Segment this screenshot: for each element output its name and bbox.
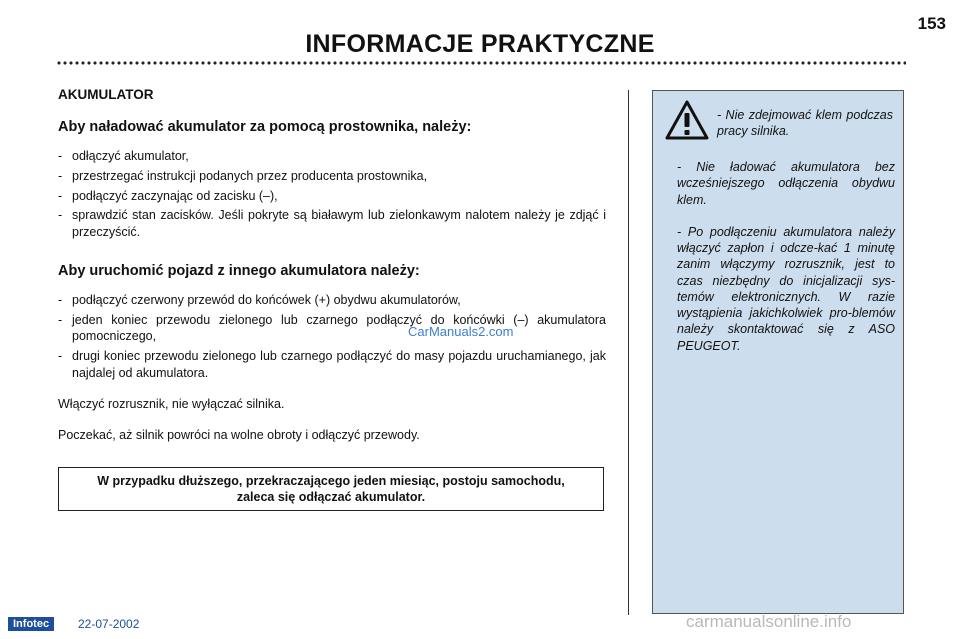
jump-subtitle: Aby uruchomić pojazd z innego akumulatora należy: <box>58 263 420 280</box>
list-item: - Po podłączeniu akumulatora należy włączyć zapłon i odcze-kać 1 minutę zanim włączymy rozrusznik, jest to czas niezbędny do inicjalizacji sys-temów elektronicznych. W razie wystąpienia jakichkolwiek pro-blemów należy skontaktować się z ASO PEUGEOT. <box>677 224 895 353</box>
warning-box <box>652 90 904 614</box>
footer-date: 22-07-2002 <box>78 617 140 631</box>
section-title: AKUMULATOR <box>58 87 154 102</box>
page-number: 153 <box>917 14 946 33</box>
list-item: - drugi koniec przewodu zielonego lub czarnego podłączyć do masy pojazdu uruchamianego, jak najdalej od akumulatora. <box>58 348 606 382</box>
warning-list <box>663 159 895 370</box>
jump-list <box>58 292 606 382</box>
main-content <box>58 86 606 444</box>
column-divider <box>628 90 629 615</box>
footer-site-link[interactable]: carmanualsonline.info <box>686 612 852 631</box>
list-item: - podłączyć czerwony przewód do końcówek (+) obydwu akumulatorów, <box>58 292 606 309</box>
list-item: - Nie ładować akumulatora bez wcześniejszego odłączenia obydwu klem. <box>677 160 895 207</box>
list-item: - przestrzegać instrukcji podanych przez producenta prostownika, <box>58 168 606 185</box>
warning-first: - Nie zdejmować klem podczas pracy silnika. <box>717 108 893 139</box>
warning-triangle-icon <box>665 99 709 141</box>
charge-subtitle: Aby naładować akumulator za pomocą prostownika, należy: <box>58 119 472 136</box>
list-item: - sprawdzić stan zacisków. Jeśli pokryte są białawym lub zielonkawym nalotem należy je zdjąć i przeczyścić. <box>58 207 606 241</box>
note-box <box>58 467 604 511</box>
note-text: W przypadku dłuższego, przekraczającego jeden miesiąc, postoju samochodu, zaleca się odłączać akumulator. <box>97 473 565 504</box>
dotted-divider <box>56 60 906 66</box>
list-item: - jeden koniec przewodu zielonego lub czarnego podłączyć do końcówki (–) akumulatora pomocniczego, <box>58 312 606 346</box>
page-title: INFORMACJE PRAKTYCZNE <box>305 30 655 58</box>
paragraph-wait: Poczekać, aż silnik powróci na wolne obroty i odłączyć przewody. <box>58 427 420 442</box>
charge-list <box>58 148 606 241</box>
list-item: - podłączyć zaczynając od zacisku (–), <box>58 188 606 205</box>
paragraph-start: Włączyć rozrusznik, nie wyłączać silnika. <box>58 397 285 412</box>
list-item: - odłączyć akumulator, <box>58 148 606 165</box>
watermark-link[interactable]: CarManuals2.com <box>408 324 514 339</box>
infotec-logo: Infotec <box>8 617 54 631</box>
